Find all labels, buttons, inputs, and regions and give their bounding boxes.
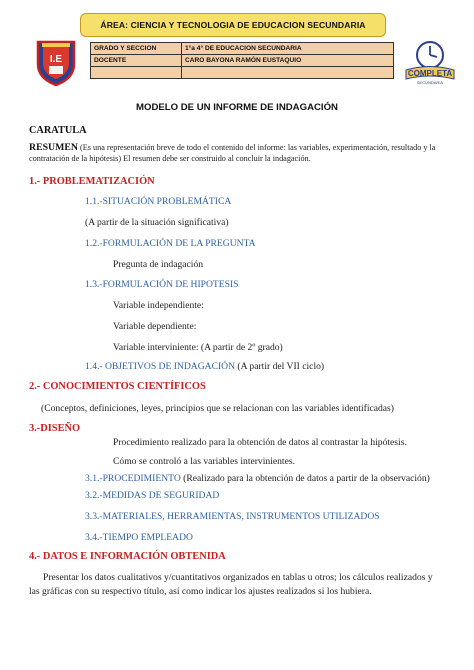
procedimiento-note: (Realizado para la obtención de datos a partir de la observación) (180, 473, 430, 484)
subsection-pregunta: 1.2.-FORMULACIÓN DE LA PREGUNTA (85, 238, 256, 249)
pregunta-note: Pregunta de indagación (113, 259, 204, 270)
diseno-control-text: Cómo se controló a las variables intervinientes. (113, 456, 295, 467)
svg-text:I.E: I.E (49, 54, 63, 65)
table-row (91, 55, 394, 67)
variable-independiente: Variable independiente: (113, 300, 204, 311)
variable-interviniente: Variable interviniente: (A partir de 2º grado) (113, 342, 283, 353)
svg-text:SECUNDARIA: SECUNDARIA (416, 80, 444, 85)
empty-cell (91, 67, 182, 79)
diseno-procedimiento-text: Procedimiento realizado para la obtención de datos al contrastar la hipótesis. (113, 437, 407, 448)
section-conocimientos: 2.- CONOCIMIENTOS CIENTÍFICOS (29, 381, 206, 392)
situacion-note: (A partir de la situación significativa) (85, 217, 229, 228)
school-shield-logo (34, 38, 78, 86)
grado-value: 1°a 4° DE EDUCACION SECUNDARIA (182, 43, 394, 55)
docente-value: CARO BAYONA RAMÓN EUSTAQUIO (182, 55, 394, 67)
subsection-tiempo: 3.4.-TIEMPO EMPLEADO (85, 532, 193, 543)
section-problematizacion: 1.- PROBLEMATIZACIÓN (29, 176, 155, 187)
section-datos: 4.- DATOS E INFORMACIÓN OBTENIDA (29, 551, 226, 562)
datos-paragraph: Presentar los datos cualitativos y/cuantitativos organizados en tablas u otros; los cálculos realizados y las gráficas con su respectivo título, así como indicar los ajustes realizados si los hubiera. (29, 572, 433, 597)
objetivos-label: 1.4.- OBJETIVOS DE INDAGACIÓN (85, 361, 236, 372)
table-row (91, 67, 394, 79)
resumen-paragraph (29, 143, 447, 164)
info-table (90, 42, 394, 79)
subsection-situacion: 1.1.-SITUACIÓN PROBLEMÁTICA (85, 196, 232, 207)
subsection-hipotesis: 1.3.-FORMULACIÓN DE HIPOTESIS (85, 279, 239, 290)
jornada-completa-logo (404, 37, 456, 87)
caratula-heading: CARATULA (29, 125, 87, 136)
objetivos-note: (A partir del VII ciclo) (235, 361, 325, 372)
subsection-procedimiento (85, 473, 430, 484)
subsection-seguridad: 3.2.-MEDIDAS DE SEGURIDAD (85, 490, 220, 501)
docente-label: DOCENTE (91, 55, 182, 67)
subsection-materiales: 3.3.-MATERIALES, HERRAMIENTAS, INSTRUMENTOS UTILIZADOS (85, 511, 380, 522)
page-title: MODELO DE UN INFORME DE INDAGACIÓN (135, 102, 338, 113)
variable-dependiente: Variable dependiente: (113, 321, 197, 332)
svg-text:COMPLETA: COMPLETA (407, 69, 453, 78)
procedimiento-label: 3.1.-PROCEDIMIENTO (85, 473, 181, 484)
section-diseno: 3.-DISEÑO (29, 423, 81, 434)
table-row (91, 43, 394, 55)
grado-label: GRADO Y SECCION (91, 43, 182, 55)
conocimientos-note: (Conceptos, definiciones, leyes, principios que se relacionan con las variables identificadas) (41, 403, 394, 414)
empty-cell (182, 67, 394, 79)
area-banner: ÁREA: CIENCIA Y TECNOLOGIA DE EDUCACION SECUNDARIA (80, 13, 386, 37)
subsection-objetivos (85, 361, 324, 372)
resumen-label: RESUMEN (29, 142, 78, 153)
resumen-text: (Es una representación breve de todo el contenido del informe: las variables, experimentación, resultado y la contratación de la hipótesis) El resumen debe ser construido al concluir la indagación. (29, 143, 436, 163)
